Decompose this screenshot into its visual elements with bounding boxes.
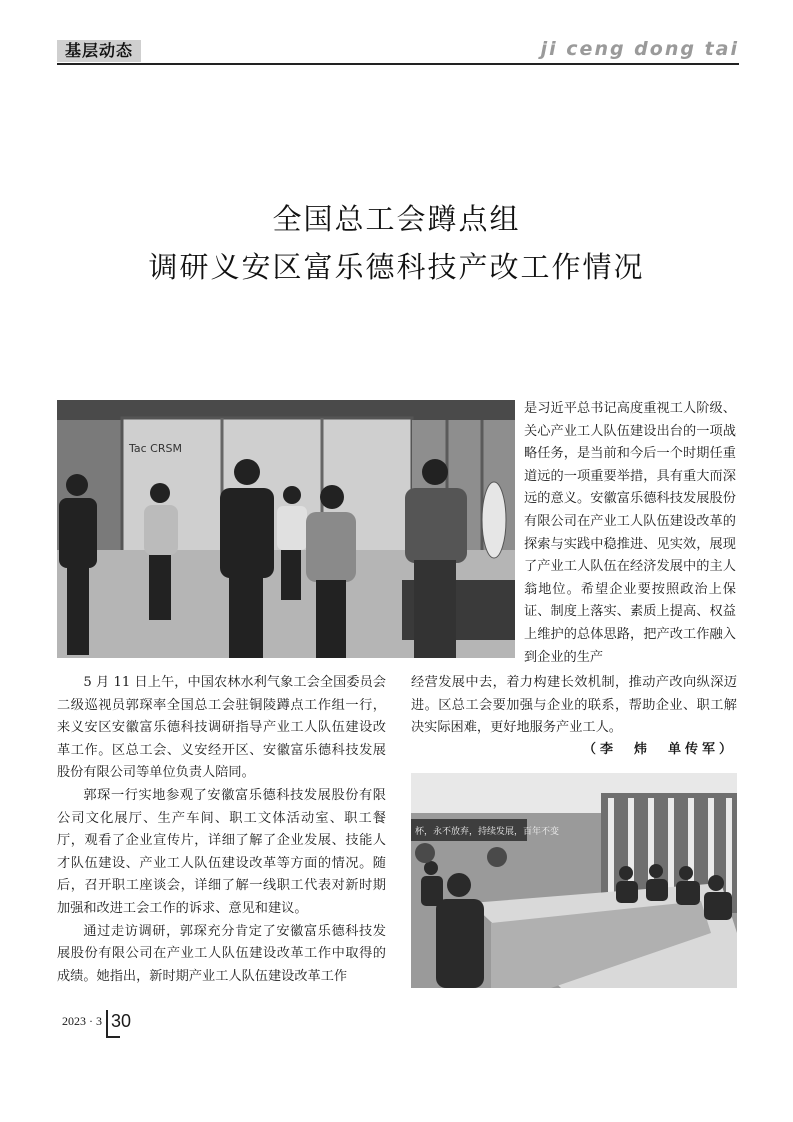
article-wide-column — [411, 672, 737, 740]
footer-divider — [106, 1010, 108, 1036]
article-right-column — [524, 398, 736, 669]
photo-meeting-room — [411, 773, 737, 988]
header-rule — [57, 63, 739, 65]
right-column-paragraph: 是习近平总书记高度重视工人阶级、关心产业工人队伍建设出台的一项战略任务，是当前和今后一个时期任重道远的一项重要举措，具有重大而深远的意义。安徽富乐德科技发展股份有限公司在产业工人队伍建设改革的探索与实践中稳推进、见实效，展现了产业工人队伍在经济发展中的主人翁地位。希望企业要按照政治上保证、制度上落实、素质上提高、权益上维护的总体思路，把产改工作融入到企业的生产 — [524, 401, 736, 665]
article-left-column — [57, 672, 386, 988]
section-label: 基层动态 — [57, 40, 141, 62]
left-paragraph-1: 5 月 11 日上午，中国农林水利气象工会全国委员会二级巡视员郭琛率全国总工会驻铜陵蹲点工作组一行，来义安区安徽富乐德科技调研指导产业工人队伍建设改革工作。区总工会、义安经开区、安徽富乐德科技发展股份有限公司等单位负责人陪同。 — [57, 675, 386, 781]
wide-column-paragraph: 经营发展中去，着力构建长效机制，推动产改向纵深迈进。区总工会要加强与企业的联系，帮助企业、职工解决实际困难，更好地服务产业工人。 — [411, 675, 737, 736]
meeting-photo-illustration — [411, 773, 737, 988]
article-title-line2: 调研义安区富乐德科技产改工作情况 — [148, 250, 645, 284]
meeting-banner-text: 杯，永不放弃，持续发展，百年不变 — [415, 827, 560, 837]
article-author: （李 炜 单传军） — [582, 742, 736, 757]
left-paragraph-2: 郭琛一行实地参观了安徽富乐德科技发展股份有限公司文化展厅、生产车间、职工文体活动室、职工餐厅，观看了企业宣传片，详细了解了企业发展、技能人才队伍建设、产业工人队伍建设改革等方面的情况。随后，召开职工座谈会，详细了解一线职工代表对新时期加强和改进工会工作的诉求、意见和建议。 — [57, 787, 386, 916]
footer-underline — [106, 1036, 120, 1038]
article-title-line1: 全国总工会蹲点组 — [272, 202, 521, 236]
section-pinyin: ji ceng dong tai — [540, 38, 739, 60]
issue-date: 2023 · 3 — [62, 1014, 102, 1028]
photo-lobby-visit — [57, 400, 515, 658]
lobby-sign-text: Tac CRSM — [129, 442, 182, 455]
page-number: 30 — [111, 1011, 132, 1031]
lobby-photo-illustration — [57, 400, 515, 658]
left-paragraph-3: 通过走访调研，郭琛充分肯定了安徽富乐德科技发展股份有限公司在产业工人队伍建设改革工作中取得的成绩。她指出，新时期产业工人队伍建设改革工作 — [57, 923, 386, 984]
